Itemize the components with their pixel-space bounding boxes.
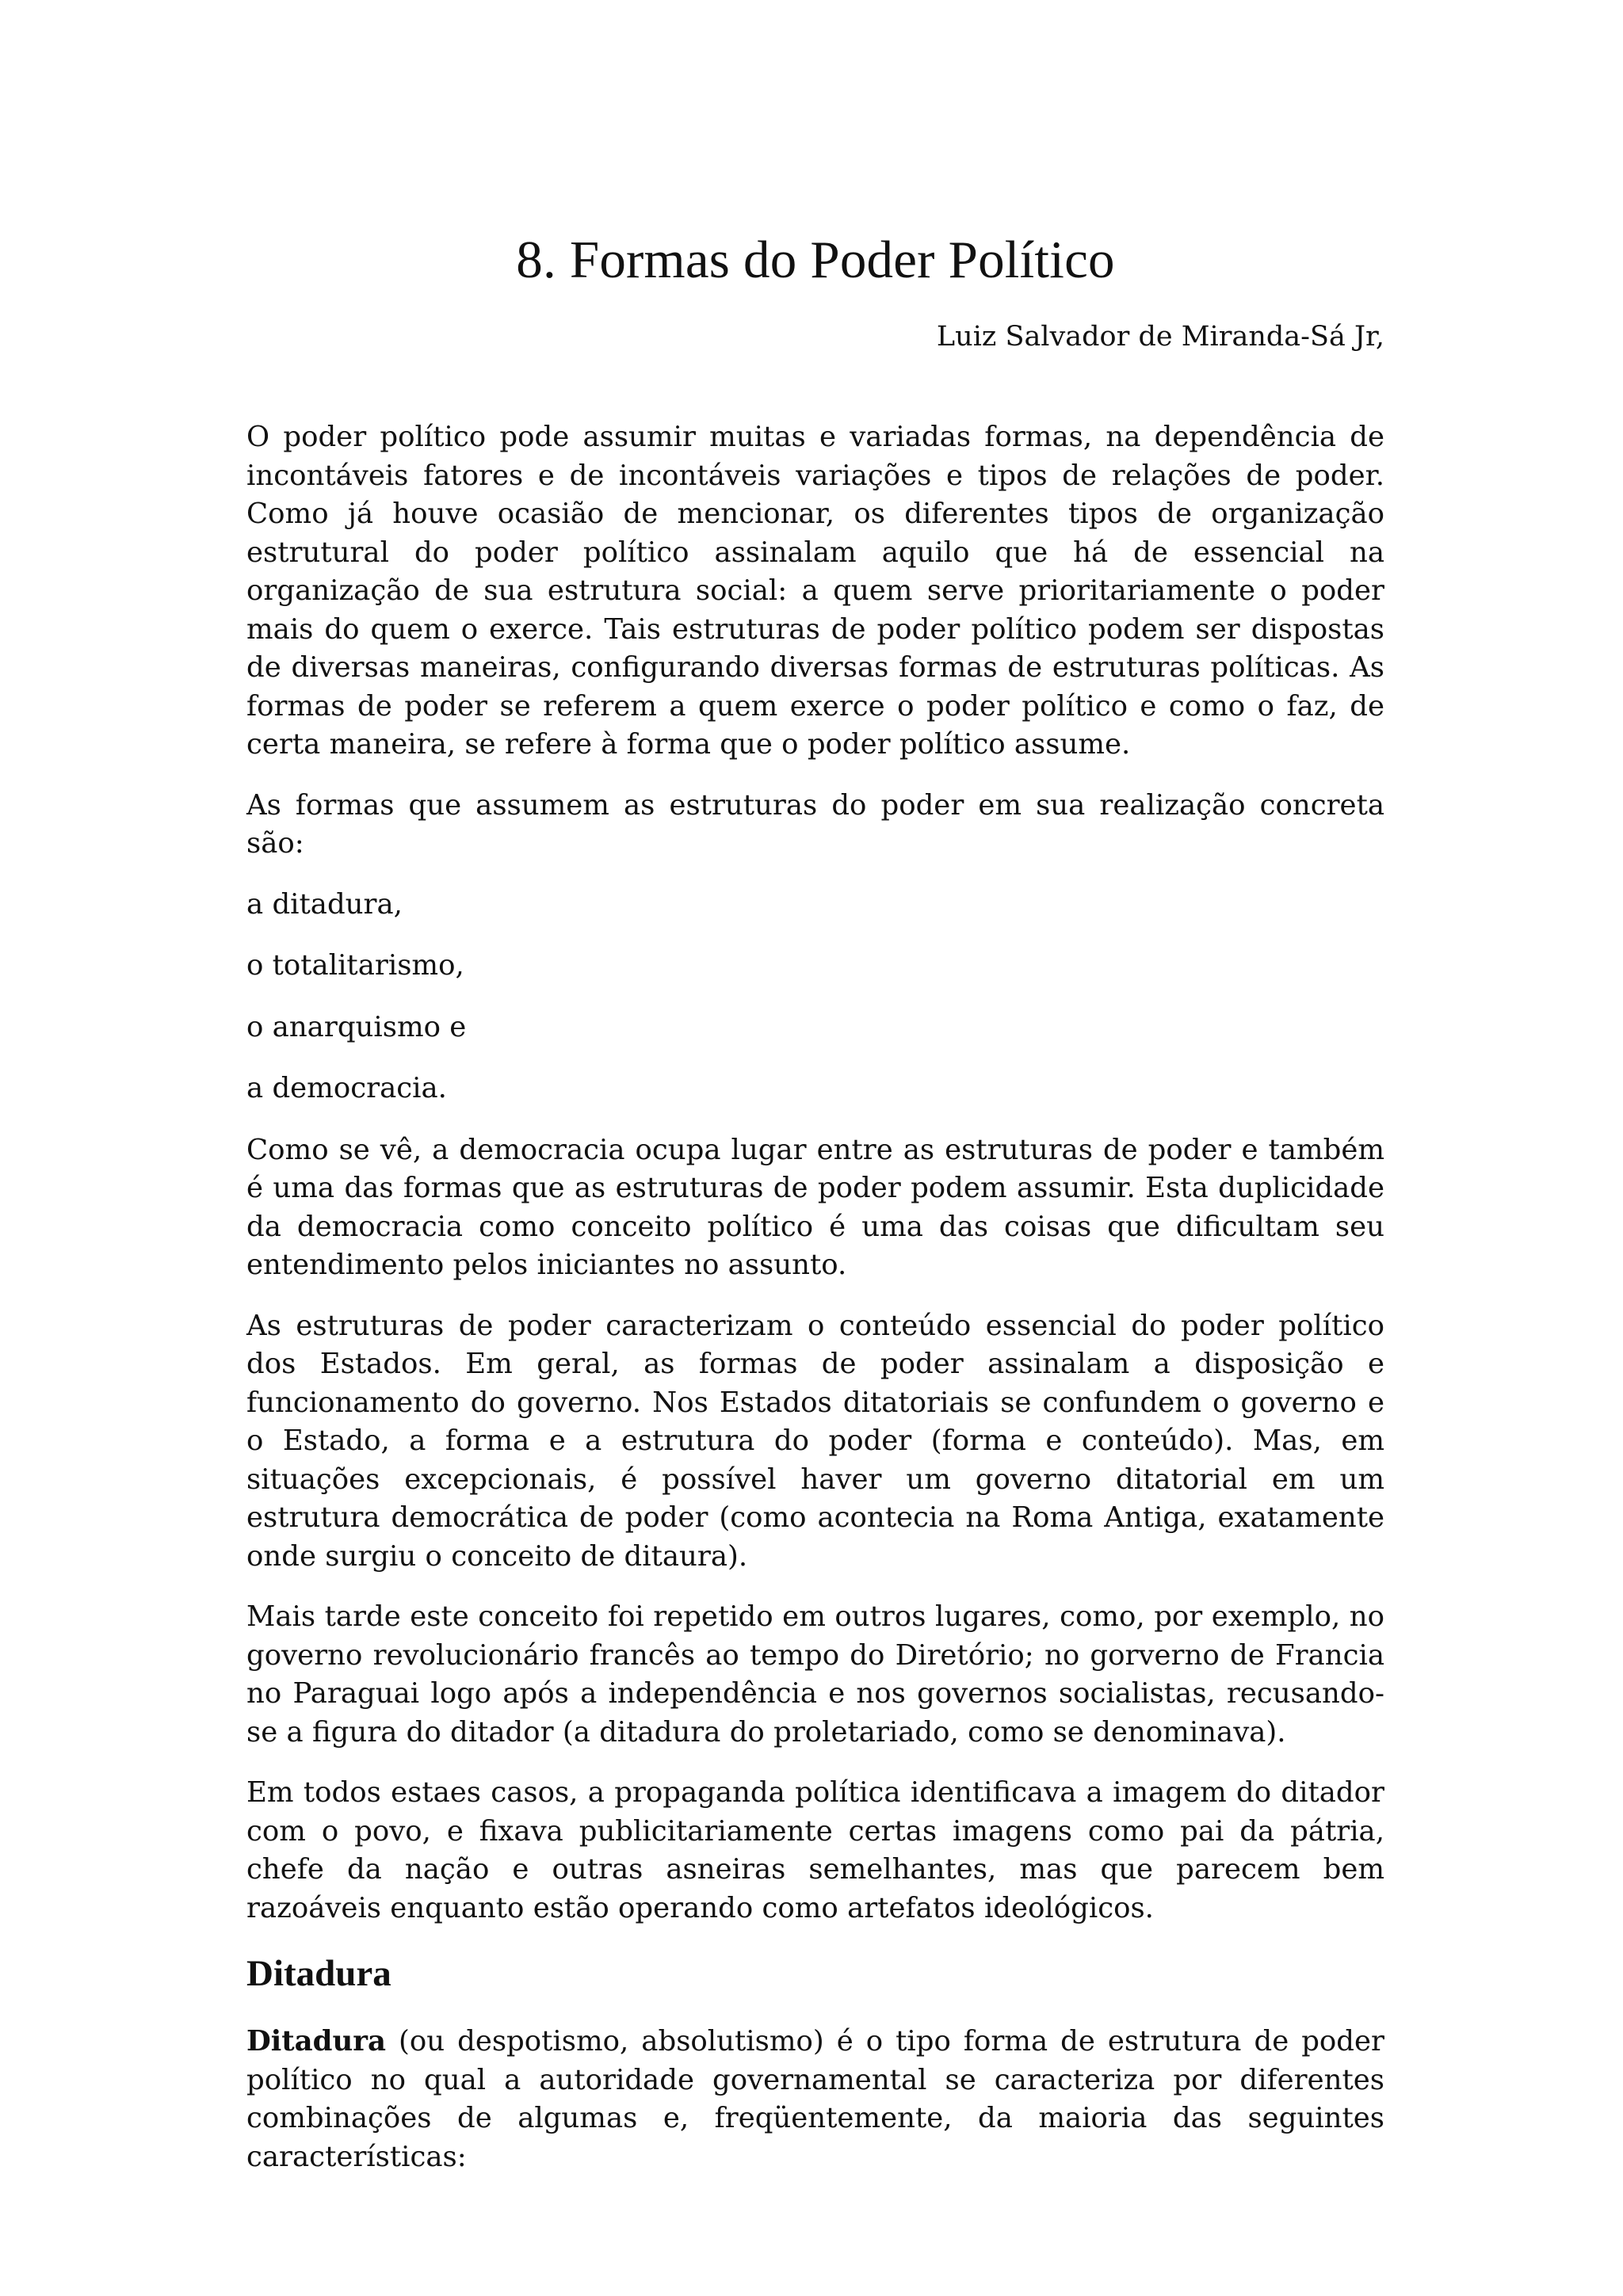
paragraph-forms-lead: As formas que assumem as estruturas do poder em sua realização concreta são: [246, 788, 1384, 860]
author-line: Luiz Salvador de Miranda-Sá Jr, [936, 321, 1384, 353]
section-heading-ditadura: Ditadura [246, 1953, 391, 1994]
paragraph-intro: O poder político pode assumir muitas e variadas formas, na dependência de incontáveis fatores e de incontáveis variações e tipos de relações de poder. Como já houve ocasião de mencionar, os diferentes tipos de organização estrutural do poder político assinalam aquilo que há de essencial na organização de sua estrutura social: a quem serve prioritariamente o poder mais do quem o exerce. Tais estruturas de poder político podem ser dispostas de diversas maneiras, configurando diversas formas de estruturas políticas. As formas de poder se referem a quem exerce o poder político e como o faz, de certa maneira, se refere à forma que o poder político assume. [246, 421, 1384, 761]
term-ditadura: Ditadura [246, 2025, 387, 2058]
paragraph-propaganda: Em todos estaes casos, a propaganda política identificava a imagem do ditador com o povo, e fixava publicitariamente certas imagens como pai da pátria, chefe da nação e outras asneiras semelhantes, mas que parecem bem razoáveis enquanto estão operando como artefatos ideológicos. [246, 1776, 1384, 1924]
paragraph-democracia: Como se vê, a democracia ocupa lugar entre as estruturas de poder e também é uma das formas que as estruturas de poder podem assumir. Esta duplicidade da democracia como conceito político é uma das coisas que dificultam seu entendimento pelos iniciantes no assunto. [246, 1133, 1384, 1281]
paragraph-ditadura-definition [246, 2023, 1384, 2176]
list-item-democracia: a democracia. [246, 1072, 447, 1104]
document-title: 8. Formas do Poder Político [516, 231, 1115, 289]
paragraph-mais-tarde: Mais tarde este conceito foi repetido em outros lugares, como, por exemplo, no governo revolucionário francês ao tempo do Diretório; no gorverno de Francia no Paraguai logo após a independência e nos governos socialistas, recusando-se a figura do ditador (a ditadura do proletariado, como se denominava). [246, 1600, 1384, 1749]
paragraph-estruturas: As estruturas de poder caracterizam o conteúdo essencial do poder político dos Estados. Em geral, as formas de poder assinalam a disposição e funcionamento do governo. Nos Estados ditatoriais se confundem o governo e o Estado, a forma e a estrutura do poder (forma e conteúdo). Mas, em situações excepcionais, é possível haver um governo ditatorial em um estrutura democrática de poder (como acontecia na Roma Antiga, exatamente onde surgiu o conceito de ditaura). [246, 1309, 1384, 1573]
document-body [246, 418, 1384, 2199]
definition-text: (ou despotismo, absolutismo) é o tipo forma de estrutura de poder político no qual a autoridade governamental se caracteriza por diferentes combinações de algumas e, freqüentemente, da maioria das seguintes características: [246, 2025, 1384, 2173]
list-item-ditadura: a ditadura, [246, 887, 403, 921]
list-item-anarquismo: o anarquismo e [246, 1010, 467, 1043]
list-item-totalitarismo: o totalitarismo, [246, 949, 464, 982]
